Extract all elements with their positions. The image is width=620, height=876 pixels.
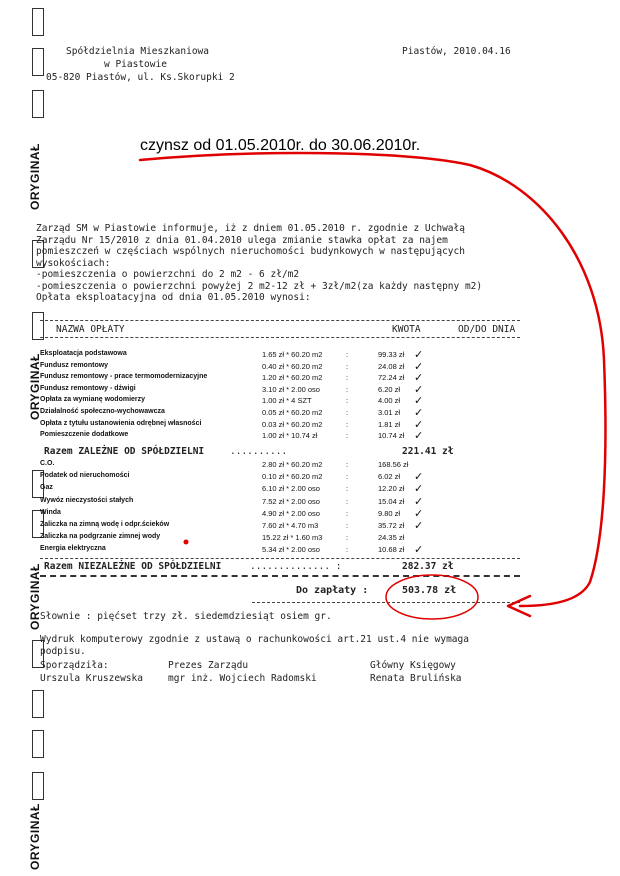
check-mark-icon: ✓ (414, 495, 424, 508)
fee-calculation: 2.80 zł * 60.20 m2 (262, 460, 323, 469)
fee-calculation: 0.03 zł * 60.20 m2 (262, 419, 323, 429)
check-mark-icon: ✓ (414, 407, 424, 419)
signature-name-preparer: Urszula Kruszewska (40, 673, 143, 684)
notice-line: Opłata eksploatacyjna od dnia 01.05.2010 wynosi: (36, 292, 311, 303)
fee-calculation: 0.10 zł * 60.20 m2 (262, 472, 323, 482)
fee-separator: : (346, 408, 349, 417)
fee-name: Zaliczka na podgrzanie zimnej wody (40, 533, 161, 541)
group2-total-label: Razem NIEZALEŻNE OD SPÓŁDZIELNI (44, 561, 222, 572)
group1-total-dots: .......... (230, 446, 288, 457)
fee-calculation: 3.10 zł * 2.00 oso (262, 384, 320, 394)
signature-role-accountant: Główny Księgowy (370, 660, 456, 671)
signature-name-accountant: Renata Brulińska (370, 673, 462, 684)
amount-in-words: Słownie : pięćset trzy zł. siedemdziesiąt osiem gr. (40, 611, 332, 622)
fee-amount: 35.72 zł (378, 521, 405, 530)
check-mark-icon: ✓ (414, 383, 424, 396)
fee-separator: : (346, 460, 349, 469)
fee-amount: 6.02 zł (378, 472, 401, 482)
fee-name: Opłata za wymianę wodomierzy (40, 396, 146, 404)
fee-name: Fundusz remontowy - dźwigi (40, 384, 136, 392)
fee-separator: : (346, 431, 349, 441)
fee-name: Winda (40, 508, 61, 516)
fee-separator: : (346, 419, 349, 429)
fee-separator: : (346, 508, 349, 518)
fee-name: Pomieszczenie dodatkowe (40, 431, 129, 439)
notice-line: -pomieszczenia o powierzchni do 2 m2 - 6 zł/m2 (36, 269, 300, 280)
fee-calculation: 7.60 zł * 4.70 m3 (262, 521, 319, 530)
fee-calculation: 7.52 zł * 2.00 oso (262, 496, 320, 506)
fee-calculation: 1.00 zł * 4 SZT (262, 396, 312, 406)
col-header-amount: KWOTA (392, 324, 421, 335)
group2-total-value: 282.37 zł (402, 561, 454, 572)
check-mark-icon: ✓ (414, 349, 424, 361)
fee-separator: : (346, 396, 349, 406)
notice-line: -pomieszczenia o powierzchni powyżej 2 m2-12 zł + 3zł/m2(za każdy następny m2) (36, 280, 483, 292)
group1-total-value: 221.41 zł (402, 446, 454, 457)
fee-amount: 15.04 zł (378, 496, 405, 506)
notice-line: wysokościach: (36, 257, 111, 269)
check-mark-icon: ✓ (414, 418, 424, 431)
red-dot (184, 540, 189, 545)
margin-stamp: ORYGINAŁ (28, 353, 42, 420)
fee-name: Fundusz remontowy (40, 361, 109, 369)
col-header-period: OD/DO DNIA (458, 324, 516, 335)
due-label: Do zapłaty : (296, 585, 369, 596)
check-mark-icon: ✓ (414, 544, 424, 557)
signature-role-president: Prezes Zarządu (168, 660, 249, 671)
fee-name: Zaliczka na zimną wodę i odpr.ścieków (40, 521, 170, 528)
fee-calculation: 1.20 zł * 60.20 m2 (262, 373, 323, 383)
notice-line: pomieszczeń w częściach wspólnych nieruchomości budynkowych w następujących (36, 246, 465, 257)
fee-amount: 6.20 zł (378, 384, 401, 394)
check-mark-icon: ✓ (414, 395, 424, 408)
fee-amount: 168.56 zł (378, 460, 409, 469)
fee-separator: : (346, 373, 349, 383)
fee-amount: 72.24 zł (378, 373, 405, 383)
fee-calculation: 6.10 zł * 2.00 oso (262, 484, 320, 494)
fee-calculation: 0.40 zł * 60.20 m2 (262, 361, 323, 371)
fee-separator: : (346, 533, 349, 543)
fee-calculation: 4.90 zł * 2.00 oso (262, 508, 320, 518)
check-mark-icon: ✓ (414, 520, 424, 532)
check-mark-icon: ✓ (414, 483, 424, 496)
fee-amount: 4.00 zł (378, 396, 401, 406)
notice-line: Zarządu Nr 15/2010 z dnia 01.04.2010 ulega zmianie stawka opłat za najem (36, 234, 448, 246)
check-mark-icon: ✓ (414, 372, 424, 385)
fee-name: Eksploatacja podstawowa (40, 350, 127, 357)
fee-separator: : (346, 361, 349, 371)
group1-total-label: Razem ZALEŻNE OD SPÓŁDZIELNI (44, 446, 205, 457)
fee-name: Energia elektryczna (40, 545, 106, 553)
fee-name: C.O. (40, 460, 55, 467)
fee-separator: : (346, 384, 349, 394)
fee-calculation: 15.22 zł * 1.60 m3 (262, 533, 323, 543)
check-mark-icon: ✓ (414, 507, 424, 520)
fee-amount: 10.68 zł (378, 545, 405, 555)
fee-name: Działalność społeczno-wychowawcza (40, 408, 165, 415)
fee-amount: 1.81 zł (378, 419, 401, 429)
check-mark-icon: ✓ (414, 430, 424, 443)
fee-separator: : (346, 545, 349, 555)
fee-amount: 9.80 zł (378, 508, 401, 518)
fee-amount: 99.33 zł (378, 350, 405, 359)
margin-stamp: ORYGINAŁ (28, 143, 42, 210)
fee-separator: : (346, 350, 349, 359)
fee-separator: : (346, 521, 349, 530)
fee-name: Gaz (40, 484, 53, 492)
fee-separator: : (346, 496, 349, 506)
fee-amount: 24.08 zł (378, 361, 405, 371)
fee-calculation: 5.34 zł * 2.00 oso (262, 545, 320, 555)
fee-name: Opłata z tytułu ustanowienia odrębnej własności (40, 419, 202, 427)
fee-amount: 24.35 zł (378, 533, 405, 543)
fee-amount: 10.74 zł (378, 431, 405, 441)
annotation-title: czynsz od 01.05.2010r. do 30.06.2010r. (140, 137, 421, 154)
org-name: Spółdzielnia Mieszkaniowa (66, 46, 209, 57)
margin-stamp: ORYGINAŁ (28, 803, 42, 870)
col-header-name: NAZWA OPŁATY (56, 324, 125, 335)
fee-calculation: 1.00 zł * 10.74 zł (262, 431, 318, 441)
fee-calculation: 1.65 zł * 60.20 m2 (262, 350, 323, 359)
fee-separator: : (346, 472, 349, 482)
legal-line: podpisu. (40, 645, 86, 657)
signature-name-president: mgr inż. Wojciech Radomski (168, 673, 317, 684)
notice-line: Zarząd SM w Piastowie informuje, iż z dniem 01.05.2010 r. zgodnie z Uchwałą (36, 223, 465, 234)
fee-calculation: 0.05 zł * 60.20 m2 (262, 408, 323, 417)
signature-role-preparer: Sporządziła: (40, 660, 109, 671)
fee-name: Podatek od nieruchomości (40, 472, 130, 480)
fee-name: Fundusz remontowy - prace termomodernizacyjne (40, 373, 208, 381)
fee-amount: 12.20 zł (378, 484, 405, 494)
legal-line: Wydruk komputerowy zgodnie z ustawą o rachunkowości art.21 ust.4 nie wymaga (40, 634, 469, 645)
margin-stamp: ORYGINAŁ (28, 563, 42, 630)
place-date: Piastów, 2010.04.16 (402, 46, 511, 57)
check-mark-icon: ✓ (414, 471, 424, 484)
fee-name: Wywóz nieczystości stałych (40, 496, 134, 504)
check-mark-icon: ✓ (414, 360, 424, 373)
red-arrow-line (140, 153, 605, 606)
fee-amount: 3.01 zł (378, 408, 401, 417)
org-city: w Piastowie (104, 59, 167, 70)
red-circle-total (386, 575, 478, 619)
org-address: 05-820 Piastów, ul. Ks.Skorupki 2 (46, 72, 235, 83)
group2-total-dots: .............. : (250, 561, 342, 572)
fee-separator: : (346, 484, 349, 494)
due-value: 503.78 zł (402, 585, 457, 596)
